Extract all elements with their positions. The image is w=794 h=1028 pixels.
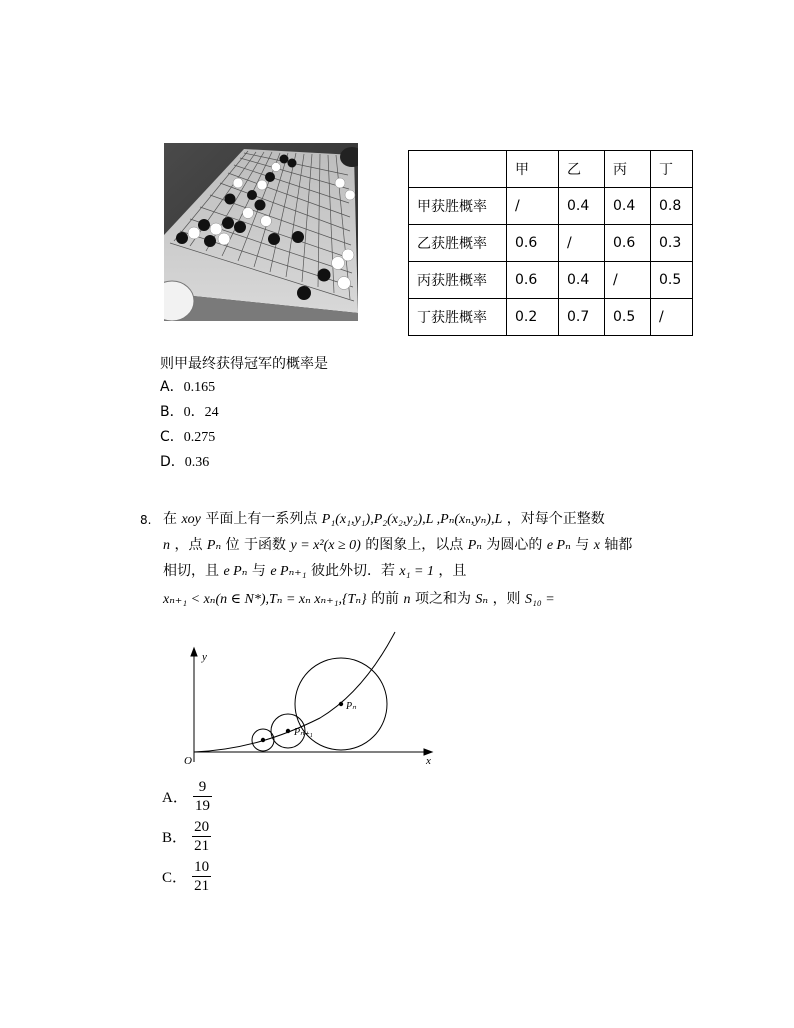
q8-math: Pₙ <box>206 538 222 553</box>
table-cell: / <box>651 299 693 336</box>
q8-text: 相切，且 <box>163 563 219 579</box>
option-text: 0.165 <box>183 380 216 395</box>
q8-line-2 <box>163 536 632 555</box>
q8-math: xₙ₊₁ < xₙ(n ∈ N*),Tₙ = xₙ xₙ₊₁,{Tₙ} <box>163 592 367 607</box>
fraction-numerator: 10 <box>194 859 210 875</box>
table-cell: 0.4 <box>559 188 605 225</box>
q8-math: y = x²(x ≥ 0) <box>290 538 361 553</box>
q8-math: P₁(x₁,y₁),P₂(x₂,y₂),L ,Pₙ(xₙ,yₙ),L <box>321 512 503 527</box>
fraction <box>193 778 212 815</box>
q8-number: 8. <box>140 513 152 527</box>
q8-text: 轴都 <box>604 537 633 553</box>
q8-math: x <box>593 538 600 553</box>
option-text: 0．24 <box>183 405 219 420</box>
q7-option-a <box>160 378 215 397</box>
option-letter: B． <box>162 830 188 846</box>
table-cell: 丁获胜概率 <box>409 299 507 336</box>
pn-label: Pₙ <box>346 701 357 712</box>
table-header-cell: 甲 <box>507 151 559 188</box>
q8-math: Pₙ <box>467 538 482 553</box>
q8-figure <box>170 630 440 770</box>
y-axis-label: y <box>202 651 207 663</box>
q8-text: 与 <box>251 563 266 579</box>
q8-text: 项之和为 <box>414 591 471 607</box>
q8-text: ，点 <box>174 537 203 553</box>
table-row <box>409 262 693 299</box>
q8-option-b <box>162 818 211 855</box>
q8-text: 在 <box>163 511 177 527</box>
origin-label: O <box>184 755 192 767</box>
win-probability-table <box>408 150 693 336</box>
q8-option-a <box>162 778 212 815</box>
fraction <box>192 818 211 855</box>
table-cell: 0.5 <box>651 262 693 299</box>
table-header-cell: 丁 <box>651 151 693 188</box>
q8-option-c <box>162 858 211 895</box>
option-letter: A． <box>160 379 184 395</box>
q8-text: 与 <box>575 537 590 553</box>
fraction-denominator: 21 <box>194 878 210 894</box>
table-cell: 丙获胜概率 <box>409 262 507 299</box>
center-dot-pn1 <box>286 729 290 733</box>
q7-option-b <box>160 403 219 422</box>
option-text: 0.36 <box>184 455 210 470</box>
table-cell: 0.2 <box>507 299 559 336</box>
table-cell: 甲获胜概率 <box>409 188 507 225</box>
fraction-numerator: 9 <box>193 778 212 797</box>
go-board-image <box>164 143 358 321</box>
table-cell: 0.3 <box>651 225 693 262</box>
q8-math: e Pₙ <box>546 538 571 553</box>
q8-text: 平面上有一系列点 <box>205 511 318 527</box>
x-axis-label: x <box>426 755 431 767</box>
q8-math: e Pₙ <box>223 564 248 579</box>
option-letter: C． <box>162 870 188 886</box>
table-row <box>409 188 693 225</box>
q8-text: ，对每个正整数 <box>506 511 605 527</box>
q8-text: 位 于函数 <box>225 537 287 553</box>
table-header-row <box>409 151 693 188</box>
table-cell: 乙获胜概率 <box>409 225 507 262</box>
tangent-circles-diagram <box>170 630 440 770</box>
fraction-denominator: 21 <box>194 838 210 854</box>
q8-text: 为圆心的 <box>486 537 543 553</box>
table-cell: 0.5 <box>605 299 651 336</box>
q8-text: ，且 <box>438 563 467 579</box>
q7-option-d <box>160 453 209 472</box>
table-cell: 0.4 <box>605 188 651 225</box>
table-cell: 0.8 <box>651 188 693 225</box>
table-row <box>409 225 693 262</box>
table-cell: / <box>507 188 559 225</box>
q8-line-3 <box>163 562 466 581</box>
q8-math: Sₙ <box>475 592 489 607</box>
q8-text: 彼此外切．若 <box>310 563 395 579</box>
table-cell: / <box>559 225 605 262</box>
table-header-cell <box>409 151 507 188</box>
option-text: 0.275 <box>183 430 216 445</box>
fraction-denominator: 19 <box>194 798 210 814</box>
q8-math: xoy <box>181 512 201 527</box>
table-header-cell: 乙 <box>559 151 605 188</box>
q8-text: ，则 <box>492 591 521 607</box>
q8-line-1 <box>163 510 605 529</box>
table-cell: 0.4 <box>559 262 605 299</box>
fraction <box>192 858 211 895</box>
table-cell: 0.6 <box>605 225 651 262</box>
y-axis-arrow <box>191 648 197 656</box>
option-letter: D． <box>160 454 185 470</box>
option-letter: C． <box>160 429 184 445</box>
center-dot-pn <box>339 702 343 706</box>
table-cell: 0.6 <box>507 225 559 262</box>
option-letter: B． <box>160 404 184 420</box>
q8-text: 的前 <box>371 591 400 607</box>
q8-math: S₁₀ = <box>525 592 555 607</box>
q7-option-c <box>160 428 215 447</box>
table-cell: / <box>605 262 651 299</box>
q8-math: n <box>403 592 411 607</box>
table-header-cell: 丙 <box>605 151 651 188</box>
table-cell: 0.6 <box>507 262 559 299</box>
q8-math: x₁ = 1 <box>399 564 434 579</box>
pn1-label: Pₙ₊₁ <box>294 727 313 738</box>
table-row <box>409 299 693 336</box>
go-board-photo <box>164 143 358 321</box>
option-letter: A． <box>162 790 188 806</box>
q8-text: 的图象上，以点 <box>365 537 464 553</box>
q8-line-4 <box>163 590 555 609</box>
q8-math: n <box>163 538 170 553</box>
q8-math: e Pₙ₊₁ <box>270 564 307 579</box>
table-cell: 0.7 <box>559 299 605 336</box>
q7-stem: 则甲最终获得冠军的概率是 <box>160 356 328 372</box>
center-dot <box>261 738 265 742</box>
fraction-numerator: 20 <box>194 819 210 835</box>
